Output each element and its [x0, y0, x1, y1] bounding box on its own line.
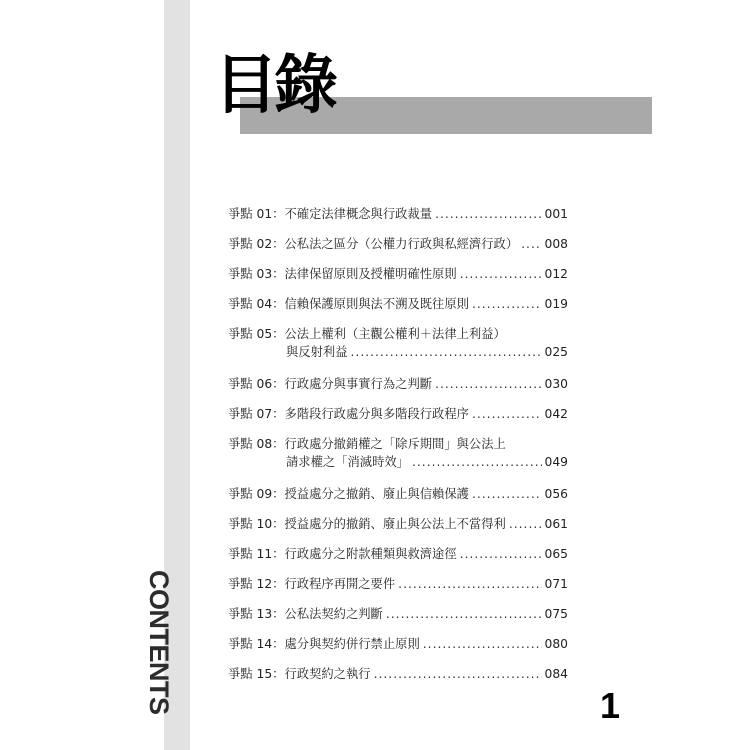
toc-entry-line — [228, 453, 568, 471]
toc-entry-line — [228, 235, 568, 253]
toc-entry-leader — [472, 405, 542, 423]
toc-entry-leader — [398, 575, 541, 593]
toc-entry-line — [228, 485, 568, 503]
toc-entry[interactable] — [228, 265, 568, 283]
toc-entry-leader — [460, 545, 542, 563]
toc-entry-label: 爭點 02 — [228, 237, 273, 251]
toc-entry-line — [228, 605, 568, 623]
toc-entry-page: 042 — [544, 407, 568, 421]
toc-entry-label: 爭點 01 — [228, 207, 273, 221]
toc-entry-line — [228, 665, 568, 683]
toc-entry-separator: ： — [272, 407, 285, 421]
toc-entry[interactable] — [228, 405, 568, 423]
toc-entry-title: 多階段行政處分與多階段行政程序 — [284, 407, 469, 421]
toc-entry-leader — [472, 295, 542, 313]
toc-entry[interactable] — [228, 485, 568, 503]
toc-entry-title: 公私法之區分（公權力行政與私經濟行政） — [284, 237, 519, 251]
toc-entry[interactable] — [228, 515, 568, 533]
toc-entry-line — [228, 265, 568, 283]
toc-entry[interactable] — [228, 325, 568, 361]
toc-entry-leader — [509, 515, 542, 533]
toc-entry-separator: ： — [272, 267, 285, 281]
page-title: 目錄 — [214, 48, 334, 123]
toc-entry-label: 爭點 10 — [228, 517, 273, 531]
toc-entry-separator: ： — [272, 577, 285, 591]
toc-entry[interactable] — [228, 665, 568, 683]
toc-entry[interactable] — [228, 295, 568, 313]
toc-entry-leader — [435, 205, 541, 223]
toc-entry-title: 行政處分之附款種類與救濟途徑 — [284, 547, 457, 561]
toc-entry[interactable] — [228, 235, 568, 253]
toc-entry-page: 049 — [544, 455, 568, 469]
toc-entry[interactable] — [228, 545, 568, 563]
toc-entry-label: 爭點 13 — [228, 607, 273, 621]
toc-entry-label: 爭點 09 — [228, 487, 273, 501]
toc-entry-title: 與反射利益 — [286, 345, 348, 359]
toc-entry-line — [228, 435, 568, 453]
toc-entry[interactable] — [228, 575, 568, 593]
toc-entry-page: 030 — [544, 377, 568, 391]
toc-entry-label: 爭點 05 — [228, 327, 273, 341]
toc-entry-separator: ： — [272, 297, 285, 311]
toc-entry-page: 065 — [544, 547, 568, 561]
toc-entry-page: 012 — [544, 267, 568, 281]
toc-entry-line — [228, 515, 568, 533]
toc-entry-title: 法律保留原則及授權明確性原則 — [284, 267, 457, 281]
toc-entry-line — [228, 295, 568, 313]
toc-entry-separator: ： — [272, 637, 285, 651]
toc-entry-title: 信賴保護原則與法不溯及既往原則 — [284, 297, 469, 311]
toc-entry-page: 075 — [544, 607, 568, 621]
toc-entry-line — [228, 375, 568, 393]
toc-entry[interactable] — [228, 635, 568, 653]
toc-entry-leader — [423, 635, 542, 653]
toc-entry-label: 爭點 07 — [228, 407, 273, 421]
toc-entry-separator: ： — [272, 327, 285, 341]
toc-entry-separator: ： — [272, 207, 285, 221]
toc-entry-title: 行政處分撤銷權之「除斥期間」與公法上 — [284, 437, 506, 451]
toc-entry-leader — [374, 665, 542, 683]
toc-entry-line — [228, 343, 568, 361]
toc-entry-separator: ： — [272, 237, 285, 251]
toc-entry[interactable] — [228, 205, 568, 223]
toc-entry-title: 行政處分與事實行為之判斷 — [284, 377, 433, 391]
toc-entry-page: 025 — [544, 345, 568, 359]
toc-entry-leader — [435, 375, 541, 393]
toc-entry-page: 084 — [544, 667, 568, 681]
toc-entry[interactable] — [228, 435, 568, 471]
toc-entry-title: 授益處分的撤銷、廢止與公法上不當得利 — [284, 517, 506, 531]
toc-entry-title: 不確定法律概念與行政裁量 — [284, 207, 433, 221]
toc-entry-label: 爭點 04 — [228, 297, 273, 311]
toc-entry-separator: ： — [272, 667, 285, 681]
toc-entry[interactable] — [228, 375, 568, 393]
toc-entry-label: 爭點 06 — [228, 377, 273, 391]
toc-entry-title: 公私法契約之判斷 — [284, 607, 383, 621]
toc-entry-title: 行政程序再開之要件 — [284, 577, 396, 591]
toc-entry-label: 爭點 14 — [228, 637, 273, 651]
page-number: 1 — [600, 685, 621, 726]
contents-side-label: CONTENTS — [144, 570, 174, 715]
toc-entry-leader — [351, 343, 542, 361]
toc-entry-title: 行政契約之執行 — [284, 667, 371, 681]
toc-entry-leader — [472, 485, 542, 503]
toc-entry-page: 008 — [544, 237, 568, 251]
toc-entry-title: 請求權之「消滅時效」 — [286, 455, 409, 469]
toc-entry-line — [228, 635, 568, 653]
toc-entry-page: 080 — [544, 637, 568, 651]
toc-entry-leader — [460, 265, 542, 283]
toc-entry-line — [228, 575, 568, 593]
toc-entry-page: 061 — [544, 517, 568, 531]
toc-entry-page: 019 — [544, 297, 568, 311]
toc-entry-title: 處分與契約併行禁止原則 — [284, 637, 420, 651]
toc-entry-line — [228, 405, 568, 423]
toc-entry-title: 授益處分之撤銷、廢止與信賴保護 — [284, 487, 469, 501]
toc-entry-separator: ： — [272, 487, 285, 501]
toc-entry-separator: ： — [272, 547, 285, 561]
toc-entry[interactable] — [228, 605, 568, 623]
toc-entry-page: 056 — [544, 487, 568, 501]
toc-entry-label: 爭點 08 — [228, 437, 273, 451]
toc-entry-leader — [521, 235, 541, 253]
toc-entry-label: 爭點 11 — [228, 547, 273, 561]
toc-entry-title: 公法上權利（主觀公權利＋法律上利益） — [284, 327, 506, 341]
toc-entry-separator: ： — [272, 517, 285, 531]
toc-entry-leader — [386, 605, 542, 623]
toc-entry-leader — [412, 453, 542, 471]
toc-entry-label: 爭點 15 — [228, 667, 273, 681]
toc-entry-label: 爭點 03 — [228, 267, 273, 281]
toc-entry-page: 071 — [544, 577, 568, 591]
toc-entry-page: 001 — [544, 207, 568, 221]
toc-entry-line — [228, 325, 568, 343]
toc-entry-separator: ： — [272, 377, 285, 391]
toc-entry-separator: ： — [272, 607, 285, 621]
toc-entry-line — [228, 205, 568, 223]
toc-entry-separator: ： — [272, 437, 285, 451]
toc-entry-label: 爭點 12 — [228, 577, 273, 591]
toc-entry-line — [228, 545, 568, 563]
